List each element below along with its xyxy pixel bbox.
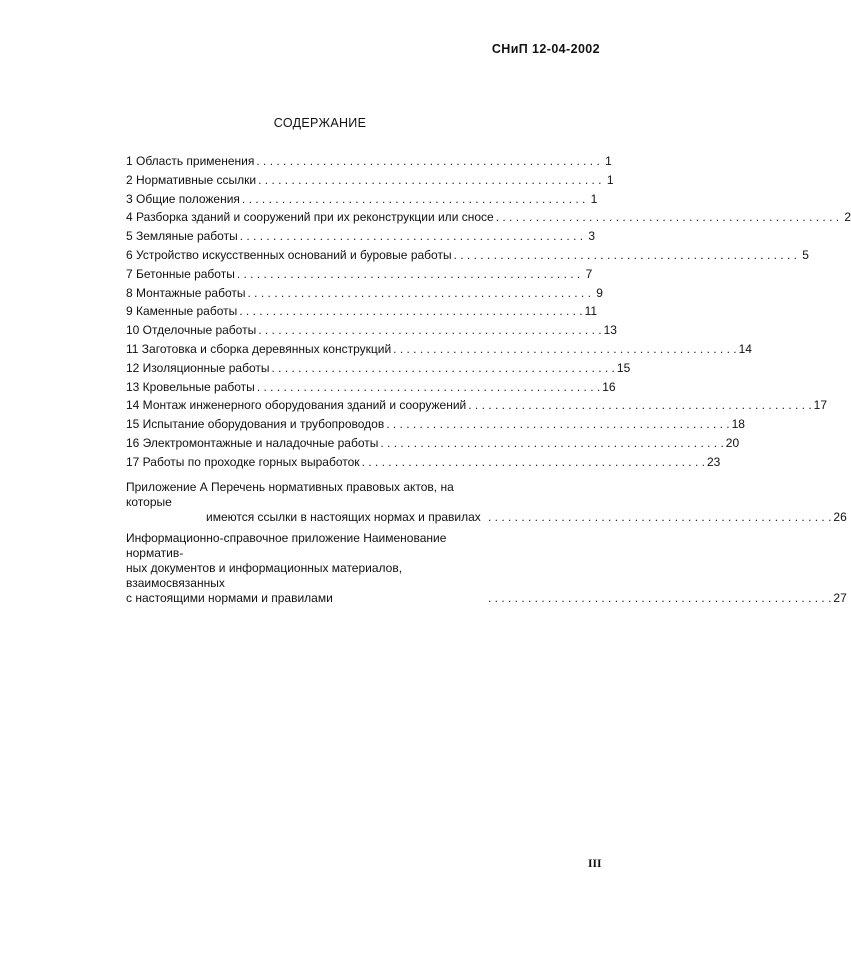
toc-entry-text: 7 Бетонные работы <box>126 266 235 281</box>
dot-leader: . . . . . . . . . . . . . . . . . . . . . . . . . . . . . . . . . . . . . . . . . . . . . . . . . . . . <box>386 417 730 432</box>
toc-entry[interactable] <box>126 172 614 192</box>
dot-leader: . . . . . . . . . . . . . . . . . . . . . . . . . . . . . . . . . . . . . . . . . . . . . . . . . . . . <box>256 379 601 394</box>
toc-entry-page: 3 <box>588 229 596 244</box>
toc-entry-text: 14 Монтаж инженерного оборудования зданий и сооружений <box>126 398 467 413</box>
toc-entry-page: 2 <box>844 210 851 225</box>
toc-entry-appendix-a[interactable] <box>126 479 847 525</box>
toc-entry[interactable] <box>126 417 745 436</box>
appendix-info-line-2: ных документов и информационных материалов, взаимосвязанных <box>126 560 403 590</box>
page-number: III <box>588 858 602 870</box>
toc-entry-text <box>126 480 486 525</box>
toc-entry[interactable] <box>126 247 809 267</box>
toc-entry-text: 11 Заготовка и сборка деревянных конструкций <box>126 341 392 356</box>
dot-leader: . . . . . . . . . . . . . . . . . . . . . . . . . . . . . . . . . . . . . . . . . . . . . . . . . . . . <box>236 266 581 281</box>
dot-leader: . . . . . . . . . . . . . . . . . . . . . . . . . . . . . . . . . . . . . . . . . . . . . . . . . . . . <box>488 590 832 605</box>
dot-leader: . . . . . . . . . . . . . . . . . . . . . . . . . . . . . . . . . . . . . . . . . . . . . . . . . . . . <box>239 229 584 244</box>
toc-entry-text: 6 Устройство искусственных оснований и буровые работы <box>126 247 452 262</box>
toc-entry-page: 5 <box>802 247 809 262</box>
toc-entry[interactable] <box>126 229 596 248</box>
toc-entry-text: 5 Земляные работы <box>126 229 238 244</box>
dot-leader: . . . . . . . . . . . . . . . . . . . . . . . . . . . . . . . . . . . . . . . . . . . . . . . . . . . . <box>495 210 840 225</box>
toc-entry[interactable] <box>126 379 616 399</box>
dot-leader: . . . . . . . . . . . . . . . . . . . . . . . . . . . . . . . . . . . . . . . . . . . . . . . . . . . . <box>453 247 797 262</box>
dot-leader: . . . . . . . . . . . . . . . . . . . . . . . . . . . . . . . . . . . . . . . . . . . . . . . . . . . . <box>239 304 583 319</box>
toc-entry-page: 17 <box>813 398 828 413</box>
toc-entry-page: 14 <box>738 341 752 356</box>
toc-entry[interactable] <box>126 435 740 455</box>
appendix-info-line-3: с настоящими нормами и правилами <box>126 590 333 605</box>
toc-entry-page: 1 <box>605 154 612 168</box>
dot-leader: . . . . . . . . . . . . . . . . . . . . . . . . . . . . . . . . . . . . . . . . . . . . . . . . . . . . <box>258 323 602 338</box>
toc-entry-text: 8 Монтажные работы <box>126 285 246 300</box>
toc-entry-page: 13 <box>603 323 617 338</box>
toc-entry-text: 13 Кровельные работы <box>126 379 255 394</box>
document-code: СНиП 12-04-2002 <box>491 42 600 56</box>
toc-entry-text: 1 Область применения <box>126 154 255 168</box>
toc-entry-page: 7 <box>585 266 593 281</box>
toc-entry[interactable] <box>126 360 631 380</box>
appendix-info-line-1: Информационно-справочное приложение Наименование норматив- <box>126 530 447 560</box>
toc-entry-page: 27 <box>833 590 847 605</box>
toc-entry-appendix-info[interactable] <box>126 530 847 606</box>
dot-leader: . . . . . . . . . . . . . . . . . . . . . . . . . . . . . . . . . . . . . . . . . . . . . . . . . . . . <box>258 172 602 187</box>
toc-entry-page: 18 <box>731 417 745 432</box>
table-of-contents <box>126 154 851 606</box>
toc-entry-page: 15 <box>616 360 631 375</box>
dot-leader: . . . . . . . . . . . . . . . . . . . . . . . . . . . . . . . . . . . . . . . . . . . . . . . . . . . . <box>361 454 705 469</box>
toc-entry-page: 26 <box>833 509 847 524</box>
toc-entry[interactable] <box>126 341 752 361</box>
toc-title: СОДЕРЖАНИЕ <box>273 116 367 130</box>
toc-entry-text: 9 Каменные работы <box>126 304 238 319</box>
dot-leader: . . . . . . . . . . . . . . . . . . . . . . . . . . . . . . . . . . . . . . . . . . . . . . . . . . . . <box>468 398 812 413</box>
dot-leader: . . . . . . . . . . . . . . . . . . . . . . . . . . . . . . . . . . . . . . . . . . . . . . . . . . . . <box>247 285 591 300</box>
dot-leader: . . . . . . . . . . . . . . . . . . . . . . . . . . . . . . . . . . . . . . . . . . . . . . . . . . . . <box>393 341 737 356</box>
dot-leader: . . . . . . . . . . . . . . . . . . . . . . . . . . . . . . . . . . . . . . . . . . . . . . . . . . . . <box>271 360 615 375</box>
toc-entry[interactable] <box>126 285 603 305</box>
dot-leader: . . . . . . . . . . . . . . . . . . . . . . . . . . . . . . . . . . . . . . . . . . . . . . . . . . . . <box>488 509 832 524</box>
toc-entry[interactable] <box>126 210 851 229</box>
toc-entry-page: 11 <box>584 304 598 319</box>
toc-entry-page: 16 <box>602 379 616 394</box>
toc-entry-page: 1 <box>590 191 598 206</box>
toc-entry-text: 15 Испытание оборудования и трубопроводов <box>126 417 385 432</box>
toc-entry[interactable] <box>126 191 598 211</box>
toc-entry-text: 3 Общие положения <box>126 191 240 206</box>
dot-leader: . . . . . . . . . . . . . . . . . . . . . . . . . . . . . . . . . . . . . . . . . . . . . . . . . . . . <box>256 154 600 168</box>
toc-entry-page: 20 <box>725 435 740 450</box>
toc-entry-text: 4 Разборка зданий и сооружений при их реконструкции или сносе <box>126 210 494 225</box>
toc-entry-text: 10 Отделочные работы <box>126 323 257 338</box>
toc-entry-text: 17 Работы по проходке горных выработок <box>126 454 360 469</box>
toc-entry[interactable] <box>126 398 828 417</box>
toc-entry[interactable] <box>126 323 617 342</box>
toc-entry-page: 9 <box>596 285 603 300</box>
appendix-a-line-2: имеются ссылки в настоящих нормах и правилах <box>206 509 481 524</box>
toc-entry[interactable] <box>126 304 598 323</box>
toc-entry-text: 2 Нормативные ссылки <box>126 172 257 187</box>
toc-entry-page: 23 <box>706 454 721 469</box>
dot-leader: . . . . . . . . . . . . . . . . . . . . . . . . . . . . . . . . . . . . . . . . . . . . . . . . . . . . <box>241 191 586 206</box>
appendix-a-line-1: Приложение А Перечень нормативных правовых актов, на которые <box>126 479 454 509</box>
toc-entry[interactable] <box>126 154 612 173</box>
toc-entry-text: 12 Изоляционные работы <box>126 360 270 375</box>
toc-entry-text: 16 Электромонтажные и наладочные работы <box>126 435 379 450</box>
dot-leader: . . . . . . . . . . . . . . . . . . . . . . . . . . . . . . . . . . . . . . . . . . . . . . . . . . . . <box>380 435 724 450</box>
toc-entry[interactable] <box>126 266 593 286</box>
toc-entry-text <box>126 531 486 606</box>
toc-entry-page: 1 <box>606 172 614 187</box>
toc-entry[interactable] <box>126 454 721 474</box>
